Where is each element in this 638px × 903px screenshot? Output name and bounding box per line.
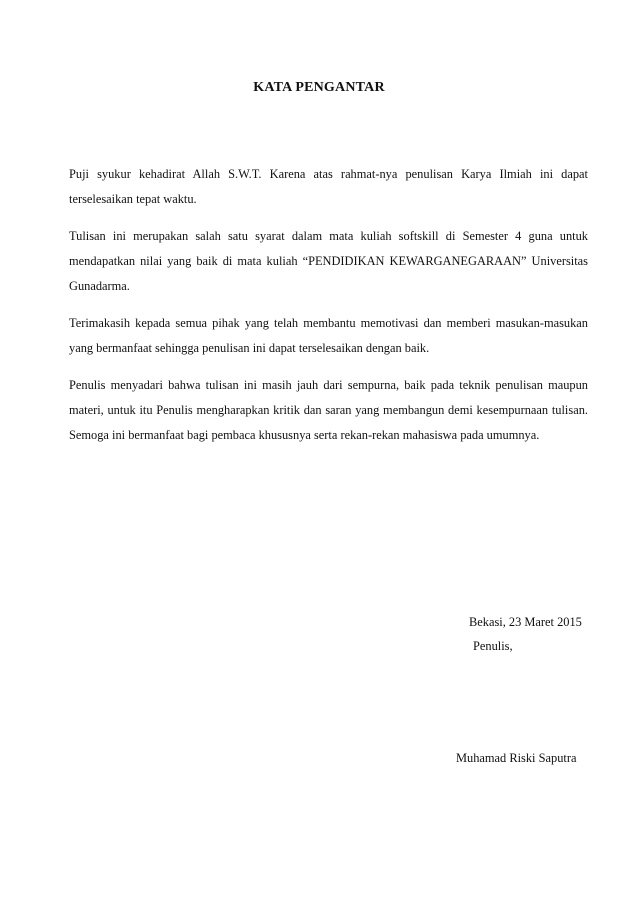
document-title: KATA PENGANTAR (253, 80, 385, 95)
paragraph-thanks: Terimakasih kepada semua pihak yang telah membantu memotivasi dan memberi masukan-masukan yang bermanfaat sehingga penulisan ini dapat terselesaikan dengan baik. (69, 316, 588, 355)
paragraph-closing: Penulis menyadari bahwa tulisan ini masih jauh dari sempurna, baik pada teknik penulisan maupun materi, untuk itu Penulis mengharapkan kritik dan saran yang membangun demi kesempurnaan tulisan. Semoga ini bermanfaat bagi pembaca khususnya serta rekan-rekan mahasiswa pada umumnya. (69, 378, 588, 442)
paragraph-gratitude: Puji syukur kehadirat Allah S.W.T. Karena atas rahmat-nya penulisan Karya Ilmiah ini dapat terselesaikan tepat waktu. (69, 167, 588, 206)
signature-place-date: Bekasi, 23 Maret 2015 (469, 615, 582, 629)
signature-name: Muhamad Riski Saputra (456, 751, 577, 765)
document-body (69, 162, 588, 460)
signature-role: Penulis, (473, 639, 513, 653)
paragraph-purpose: Tulisan ini merupakan salah satu syarat dalam mata kuliah softskill di Semester 4 guna untuk mendapatkan nilai yang baik di mata kuliah “PENDIDIKAN KEWARGANEGARAAN” Universitas Gunadarma. (69, 229, 588, 293)
